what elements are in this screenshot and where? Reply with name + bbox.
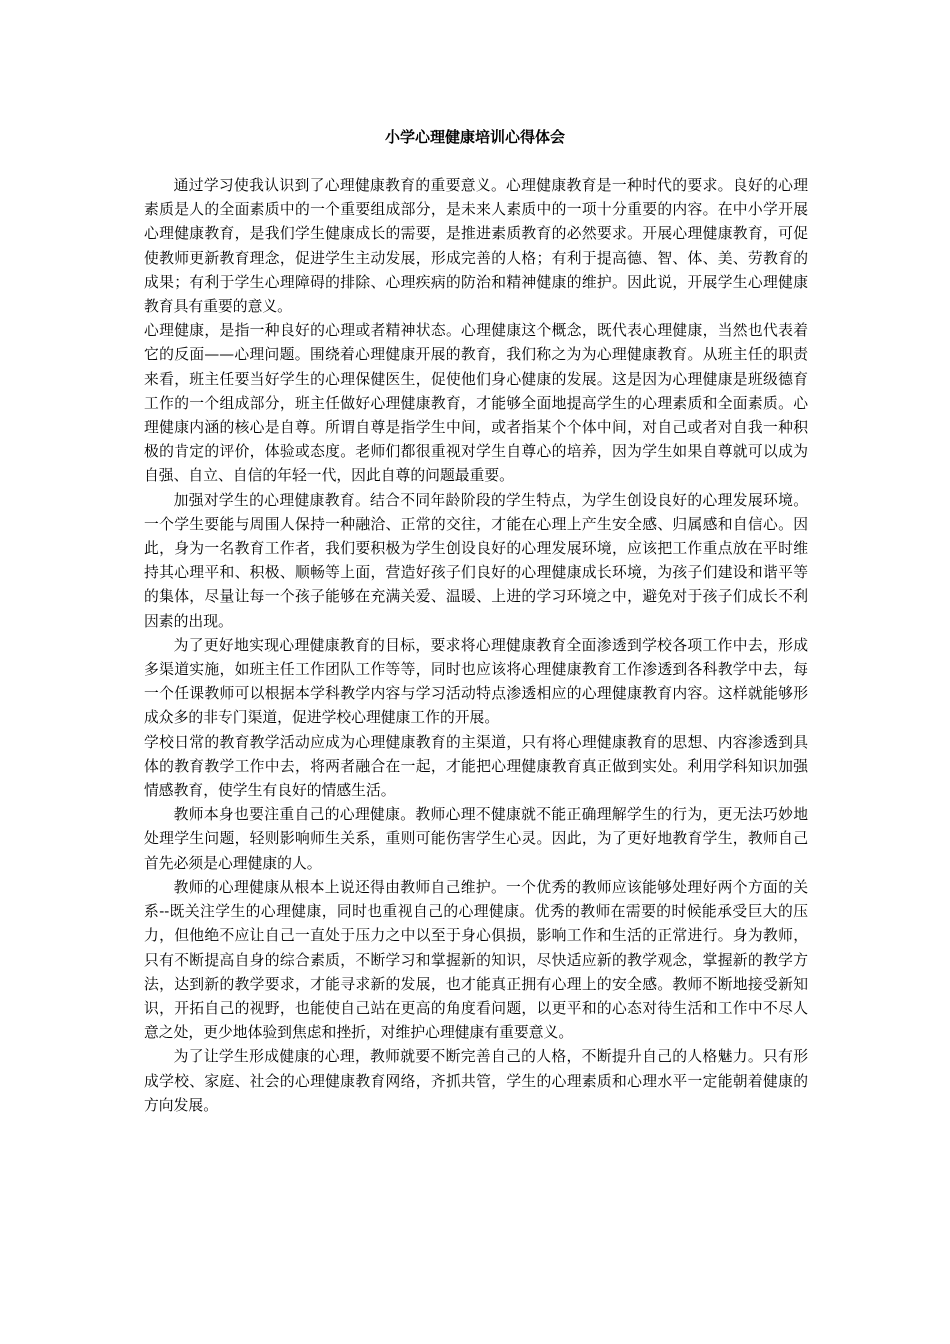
paragraph: 教师的心理健康从根本上说还得由教师自己维护。一个优秀的教师应该能够处理好两个方面的关系--既关注学生的心理健康，同时也重视自己的心理健康。优秀的教师在需要的时候能承受巨大的压力，但他绝不应让自己一直处于压力之中以至于身心俱损，影响工作和生活的正常进行。身为教师，只有不断提高自身的综合素质，不断学习和掌握新的知识，尽快适应新的教学观念，掌握新的教学方法，达到新的教学要求，才能寻求新的发展，也才能真正拥有心理上的安全感。教师不断地接受新知识，开拓自己的视野，也能使自己站在更高的角度看问题，以更平和的心态对待生活和工作中不尽人意之处，更少地体验到焦虑和挫折，对维护心理健康有重要意义。 <box>144 878 808 1042</box>
paragraph: 为了更好地实现心理健康教育的目标，要求将心理健康教育全面渗透到学校各项工作中去，形成多渠道实施，如班主任工作团队工作等等，同时也应该将心理健康教育工作渗透到各科教学中去，每一个任课教师可以根据本学科教学内容与学习活动特点渗透相应的心理健康教育内容。这样就能够形成众多的非专门渠道，促进学校心理健康工作的开展。 <box>144 636 808 727</box>
paragraph: 通过学习使我认识到了心理健康教育的重要意义。心理健康教育是一种时代的要求。良好的心理素质是人的全面素质中的一个重要组成部分，是未来人素质中的一项十分重要的内容。在中小学开展心理健康教育，是我们学生健康成长的需要，是推进素质教育的必然要求。开展心理健康教育，可促使教师更新教育理念，促进学生主动发展，形成完善的人格；有利于提高德、智、体、美、劳教育的成果；有利于学生心理障碍的排除、心理疾病的防治和精神健康的维护。因此说，开展学生心理健康教育具有重要的意义。 <box>144 177 808 316</box>
paragraph: 心理健康，是指一种良好的心理或者精神状态。心理健康这个概念，既代表心理健康，当然也代表着它的反面——心理问题。围绕着心理健康开展的教育，我们称之为为心理健康教育。从班主任的职责来看，班主任要当好学生的心理保健医生，促使他们身心健康的发展。这是因为心理健康是班级德育工作的一个组成部分，班主任做好心理健康教育，才能够全面地提高学生的心理素质和全面素质。心理健康内涵的核心是自尊。所谓自尊是指学生中间，或者指某个个体中间，对自己或者对自我一种积极的肯定的评价，体验或态度。老师们都很重视对学生自尊心的培养，因为学生如果自尊就可以成为自强、自立、自信的年轻一代，因此自尊的问题最重要。 <box>144 322 808 485</box>
paragraph: 加强对学生的心理健康教育。结合不同年龄阶段的学生特点，为学生创设良好的心理发展环境。一个学生要能与周围人保持一种融洽、正常的交往，才能在心理上产生安全感、归属感和自信心。因此，身为一名教育工作者，我们要积极为学生创设良好的心理发展环境，应该把工作重点放在平时维持其心理平和、积极、顺畅等上面，营造好孩子们良好的心理健康成长环境，为孩子们建设和谐平等的集体，尽量让每一个孩子能够在充满关爱、温暖、上进的学习环境之中，避免对于孩子们成长不利因素的出现。 <box>144 491 808 630</box>
paragraph: 为了让学生形成健康的心理，教师就要不断完善自己的人格，不断提升自己的人格魅力。只有形成学校、家庭、社会的心理健康教育网络，齐抓共管，学生的心理素质和心理水平一定能朝着健康的方向发展。 <box>144 1048 808 1114</box>
paragraph: 教师本身也要注重自己的心理健康。教师心理不健康就不能正确理解学生的行为，更无法巧妙地处理学生问题，轻则影响师生关系，重则可能伤害学生心灵。因此，为了更好地教育学生，教师自己首先必须是心理健康的人。 <box>144 806 808 872</box>
paragraph: 学校日常的教育教学活动应成为心理健康教育的主渠道，只有将心理健康教育的思想、内容渗透到具体的教育教学工作中去，将两者融合在一起，才能把心理健康教育真正做到实处。利用学科知识加强情感教育，使学生有良好的情感生活。 <box>144 733 808 800</box>
document-title: 小学心理健康培训心得体会 <box>384 128 565 146</box>
document-body <box>144 174 808 1118</box>
